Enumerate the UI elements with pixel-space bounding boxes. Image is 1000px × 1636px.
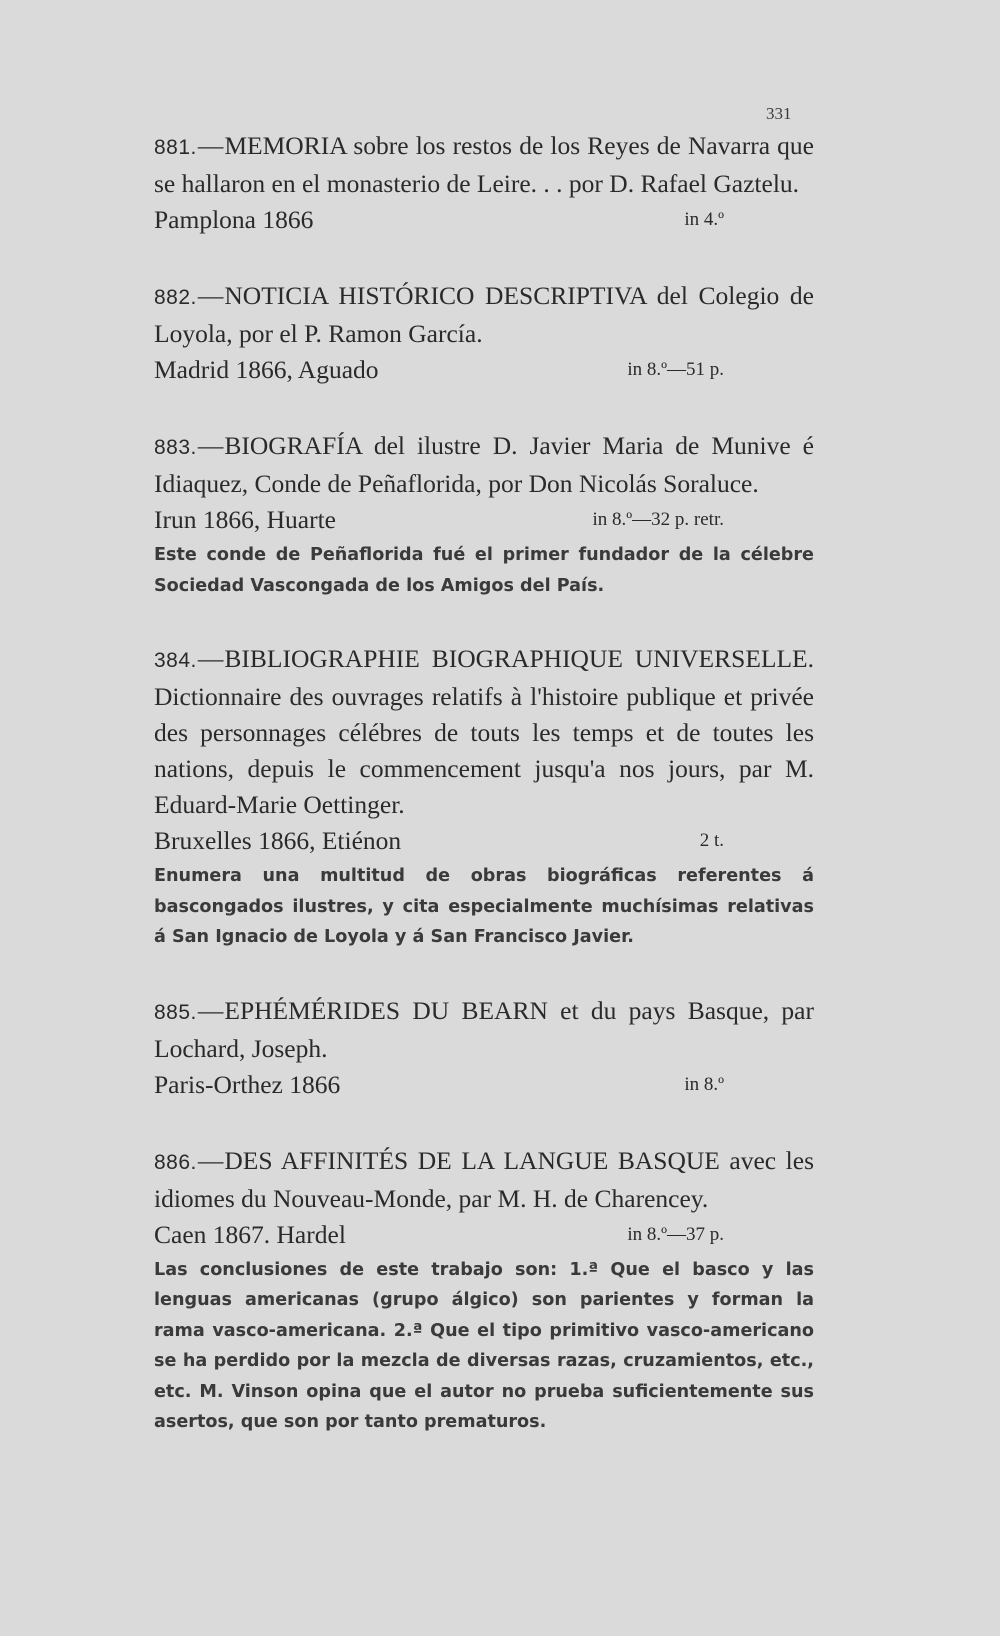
entry-place: Madrid 1866, Aguado xyxy=(154,355,379,384)
entry-dash: — xyxy=(197,431,224,460)
entry-note: Enumera una multitud de obras biográficas referentes á bascongados ilustres, y cita especialmente muchísimas relativas á San Ignacio de Loyola y á San Francisco Javier. xyxy=(154,866,814,947)
entry-dash: — xyxy=(197,995,224,1025)
entry-text: NOTICIA HISTÓRICO DESCRIPTIVA del Colegio de Loyola, por el P. Ramon García. xyxy=(154,281,814,348)
entry-imprint xyxy=(154,502,814,538)
entry-note: Este conde de Peñaflorida fué el primer fundador de la célebre Sociedad Vascongada de los Amigos del País. xyxy=(154,545,814,596)
entry-885 xyxy=(154,993,814,1103)
entry-882 xyxy=(154,278,814,388)
entry-imprint xyxy=(154,352,814,388)
entry-881 xyxy=(154,128,814,238)
entry-title xyxy=(154,428,814,502)
entry-text: DES AFFINITÉS DE LA LANGUE BASQUE avec les idiomes du Nouveau-Monde, par M. H. de Charencey. xyxy=(154,1145,814,1213)
entry-imprint xyxy=(154,1067,814,1103)
page-content xyxy=(154,128,814,1478)
entry-number: 885. xyxy=(154,1000,197,1024)
entry-text: MEMORIA sobre los restos de los Reyes de Navarra que se hallaron en el monasterio de Leire. . . por D. Rafael Gaztelu. xyxy=(154,131,814,198)
entry-title xyxy=(154,1143,814,1217)
entry-text: BIOGRAFÍA del ilustre D. Javier Maria de Munive é Idiaquez, Conde de Peñaflorida, por Don Nicolás Soraluce. xyxy=(154,431,814,498)
entry-imprint xyxy=(154,823,814,859)
entry-dash: — xyxy=(197,131,224,160)
entry-imprint xyxy=(154,1217,814,1253)
entry-number: 883. xyxy=(154,436,197,459)
entry-text: EPHÉMÉRIDES DU BEARN et du pays Basque, par Lochard, Joseph. xyxy=(154,995,814,1063)
entry-dash: — xyxy=(197,644,224,673)
entry-number: 881. xyxy=(154,136,197,159)
entry-dash: — xyxy=(197,281,224,310)
entry-format: in 8.º—37 p. xyxy=(627,1223,724,1245)
entry-format: 2 t. xyxy=(699,830,724,851)
entry-format: in 8.º xyxy=(684,1073,724,1095)
entry-format: in 8.º—51 p. xyxy=(627,359,724,380)
entry-place: Bruxelles 1866, Etiénon xyxy=(154,826,402,855)
entry-title xyxy=(154,278,814,352)
entry-format: in 8.º—32 p. retr. xyxy=(592,509,724,530)
entry-384 xyxy=(154,641,814,953)
entry-place: Irun 1866, Huarte xyxy=(154,505,336,534)
entry-title xyxy=(154,993,814,1067)
entry-883 xyxy=(154,428,814,601)
entry-number: 882. xyxy=(154,286,197,309)
entry-text: BIBLIOGRAPHIE BIOGRAPHIQUE UNIVERSELLE. Dictionnaire des ouvrages relatifs à l'histoire publique et privée des personnages célébres de touts les temps et de toutes les nations, depuis le commencement jusqu'a nos jours, par M. Eduard-Marie Oettinger. xyxy=(154,644,814,819)
entry-886 xyxy=(154,1143,814,1438)
entry-number: 886. xyxy=(154,1150,197,1174)
entry-title xyxy=(154,128,814,202)
entry-place: Pamplona 1866 xyxy=(154,205,314,234)
entry-place: Paris-Orthez 1866 xyxy=(154,1069,341,1099)
entry-dash: — xyxy=(197,1145,224,1175)
entry-number: 384. xyxy=(154,649,197,672)
page-number: 331 xyxy=(766,104,792,123)
entry-place: Caen 1867. Hardel xyxy=(154,1219,346,1249)
entry-note: Las conclusiones de este trabajo son: 1.ª Que el basco y las lenguas americanas (grupo álgico) son parientes y forman la rama vasco-americana. 2.ª Que el tipo primitivo vasco-americano se ha perdido por la mezcla de diversas razas, cruzamientos, etc., etc. M. Vinson opina que el autor no prueba suficientemente sus asertos, que son por tanto prematuros. xyxy=(154,1259,814,1432)
entry-title xyxy=(154,641,814,823)
entry-format: in 4.º xyxy=(684,209,724,230)
entry-imprint xyxy=(154,202,814,238)
